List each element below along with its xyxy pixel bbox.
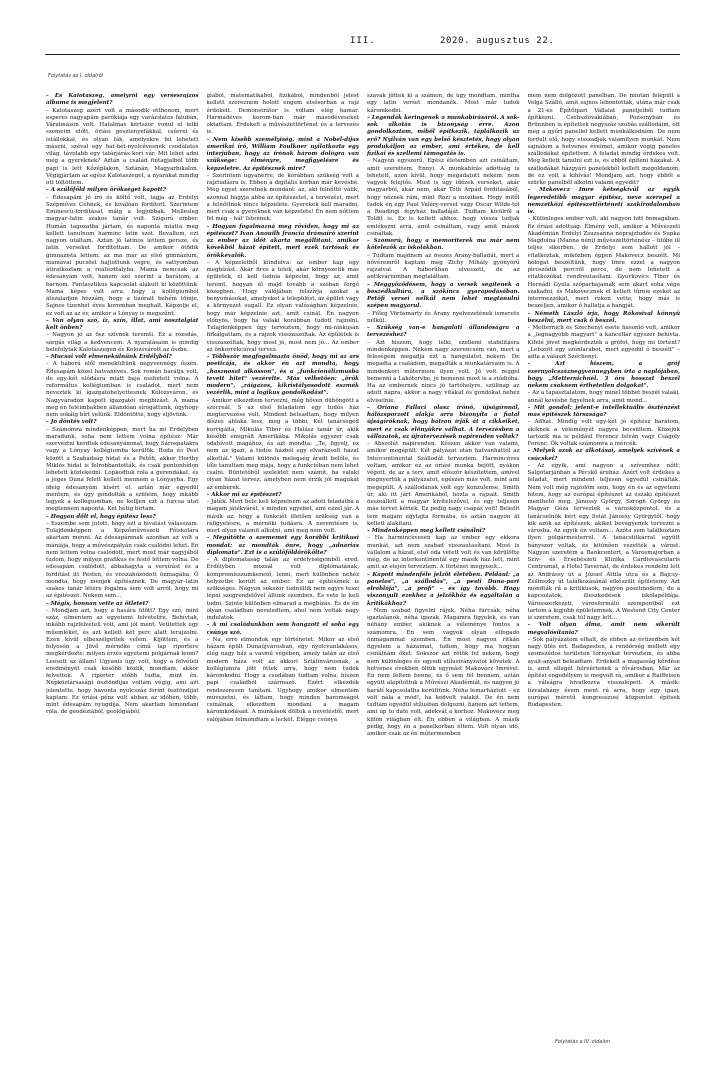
article-column-3 xyxy=(367,93,520,1033)
interview-question: – Hogyan dőlt el, hogy építész lesz? xyxy=(46,513,156,520)
interview-answer: – Eszembe sem jutott, hogy ezt a hivatást válasszam. Tulajdonképpen a Képzőművészeti Főiskolára akartam menni. Az édesapámnak azonban az volt a mániája, hogy a művészpályán csak csalódni lehet. Én nem lettem volna csalódott, mert most már nagyjából tudom, hogy milyen grafikus és festő lettem volna. De édesapám csalódott, abbahagyta a versírást és a fordítást itt Pesten, és visszahúzódott önmagába. Ő mondta, hogy menjek építésznek. De magyar–latin szakos tanár létére fogalma sem volt arról, hogy mi az építészet. Nekem sem... xyxy=(46,520,199,600)
interview-answer: – Mondjam azt, hogy a hasára ütött? Egy szó, mint száz, elmentem az egyetemi felvételire. Behívtak, inkább rajzfelvételi volt, ami jól ment. Vetítettek egy műemléket, és azt kellett két perc alatt lerajzolni. Ezen kívül elbeszélgettek velem. Kijöttem, és a folyosón a Jövő mérnöke című lap riportere megkérdezte: milyen érzés egyetemi polgárnak lenni? Leesett az állam! Ugyanis úgy volt, hogy a felvételi eredményét csak később közlik, mondtam, akkor felvettek. A riporter előbb tudta, mint én. Népköztársasági ösztöndíjas voltam végig, ami azt jelentette, hogy havonta nyolcszáz forint ösztöndíjat kaptam. Ez óriási pénz volt abban az időben, több, mint édesapám nyugdíja. Nem akartam lemondani róla, de geodéziából, geológiából, xyxy=(46,607,199,716)
interview-answer: szavak jöttek ki a számon, de úgy mondtam, mintha egy latin verset mondanék. Most már tudok káromkodni. xyxy=(367,93,520,114)
interview-question: – Oriana Fallaci olasz írónő, újságíronál, hálózsporzott alakja arra bizonyíta a fiatal újságíróknak, hogy bátran írják át a cikkeiket, mert ez csak előnyükre válhat. A tervezésben a vállozatok, az újratervezések napirenden voltak? xyxy=(367,404,520,440)
article-column-1 xyxy=(46,93,199,1033)
interview-answer: – Különleges ember volt, aki nagyon hitt önmagában. Ez óriási adottság. Élmény volt, amikor a Művészeti Akadémián Erdélyi Zsuzsanna néprajztudós és Supka Magdolna (Manna néni) művészettörténész – ütőbe ill teljes sikerben, de Erdélyi sem hallott jól – vitatkoztak, miközben éppen Makovecz beszélt. Mi hólogat beszéltünk, hogy Imre ezzel a nagyon piroszódik percről perce, de nem lehetett a vitatkozókat rendreutasítani. Gyurkovics Tibor és Hernádi Gyula szóparbajainak sem akart soha vége szakadni, és Makovecznek el kellett tűrnie ezeket az intermezzókat, mert rokon vette, hogy más is beszéljen, amikor ő hallatja a hangját. xyxy=(527,216,680,310)
interview-answer: – A diplomataság talán az erdélyiségemből ered. Erdélyben mozsál volt diplomatának, kompromisszumkereső, lenni, mert különben nehéz helyzetbe került az ember. Ez az építésznek is szükséges. Nagyon sokszor tudniillik nem egyre teszi lépni szegrendelővel állunk szemben. És vete le kell tudni. Szinte különben elmarad a megbízás. És de én olyan családban neveledtem, ahol nem voltak nagy indulatok. xyxy=(206,557,359,621)
interview-answer: – Nagyon jó az ösz szívnek teremti. Ez a rozsdás, sárgás világ a kedvencem. A nyaralásaim is mindig belefolytak Kalotaszegen és Kolozsvárott az őszbe. xyxy=(46,332,199,353)
interview-question: – Többször megfogalmazta önöd, hogy mi az ars poeticája, és akkor én azt mondta, hogy „hasznosat alkosson", és a „funkcionálizmusba tevett hitet" vezérelte. Más vélhetően: „örök modern", „ráígazos, kikristályosodott eszmék vezérlik, mint a logikus gondolkodást". xyxy=(206,354,359,397)
continued-to-note: Folytatás a IV. oldalon xyxy=(555,1039,610,1045)
interview-question: – És Kalotaszeg, amelyről egy versesrajzos albuma is megjelent? xyxy=(46,93,199,107)
interview-question: – Németh László írja, hogy Rákosival könnyű beszélni, mert csak ő beszél. xyxy=(527,310,680,324)
interview-answer: – A háború elől menekültünk negyvennégy őszén. Édesapám közel hatvanéves. Sok román barátja volt, de egy-két elődásra miatt baja esshetett volna. A református kollégiumban is családot, mert nem nevezték ki igazgatóhelyettesnek Kolozsváron, és Nagyváradon kapott igazgatói megbízást. A mama meg én feléimbakben állandóan sírogattunk, úgyhogy nem sokáig bírt velünk. Eldöntötte, hogy eljövünk. xyxy=(46,361,199,418)
interview-answer: – Szerintem ugyanerre, de korábban szükség volt a rajztudásra is. Ebben a digitális korban már kevésbé. Még egyet szeretnék mondani: az, aki felnőtté válik, azonnal hagyja abba az építészetet, a tervezést, mert a felnőttnek nincs képzelete. Gyerekek kell maradni, mert csak a gyereknek van képzelete! Én nem nőttem fel még – hál' Istennek. xyxy=(206,172,359,223)
interview-question: – Makovecz Imre kétségkívül az egyik legeredetibb magyar építész, neve szerepel a nemzetközi építészettörténeti szakirodalomban is. xyxy=(527,187,680,215)
page-number: III. xyxy=(350,36,376,46)
interview-answer: – Nagyon egyszerű. Egész életemben azt csináltam, amit szerettem. Ennyi. A munkabírás adottság is lehetett, azon kívül, hogy megadatott nekem: nem vagyok felejtős. Most is úgy idézek verseket, akár magyarból, akár nem, akár Tóth Árpád fordításából, hogy néznek rám, mint Rozi a moziban. Hogy mitől tudok én egy Paul Valéry-verset vagy Oscar Wilde-tól a Readingi fegyház balladáját. Tudtam kívülről a Toldit is. Ez is kellett ahhoz, hogy vissza tudjak emlékezni arra, amit csináltam, vagy amit mások csináltak. xyxy=(367,158,520,237)
interview-question: – Melyek azok az alkotásai, amelyek szívének a csúcskei? xyxy=(527,448,680,462)
article-column-2 xyxy=(207,93,360,1033)
interview-answer: – Ha harmincévesen kap az ember egy ekkora munkát, azt nem szabad visszautasítani. Most is vállalom a házat, első oda vetett volt és van körülötte még, de az interkontinentál egy másik ház lett, mint amit az elején terveztem. A történet megyiselt... xyxy=(367,535,520,571)
interview-question: – Jó döntés volt? xyxy=(46,419,97,426)
interview-question: – Meggyőződésem, hogy a versek segítenek a beszédkultúra, a szókincs gyarapodásában. Petőfi versei nélkül nem lehet megtanulni szépen magyarul. xyxy=(367,281,520,310)
interview-answer: – Tudtam majdnem az összes Arany-balladát, mert a nővéremről kaptam meg Zichy Mihály gyönyörű rajzaival. A háborúban elveszett, de az antikváriumban megtaláltam. xyxy=(367,252,520,281)
interview-question: – Szükség van-e hangulati állandóságra a tervezéshez? xyxy=(367,325,520,339)
interview-question: – Kapott mindenféle jelzőt életében. Például: „a panelos", „a szállodás", „a pesti Duna-part elrablója", „a profi" – és így tovább. Hogy viszonyult ezekhez a jelzőkhöz és egyáltalán a kritikákhoz? xyxy=(367,571,520,607)
article-body xyxy=(46,93,680,1033)
interview-answer: giából, matematikából, fizikából, mindenből jelest kellett szereznem holott engem elsősorban a rajz érdekelt. Demonstrátor is voltam elég hamar. Harmadéves korom-ban már másodéveseket oktattam. Érdekelt a művészettörténet és a tervezés is. xyxy=(206,93,359,136)
interview-question: – Mit gondol: jelent-e intellektuális öszténzést mas építészek társasága? xyxy=(527,404,680,418)
interview-question: – Van olyan szó, íz, szín, illat, ami nosztalgiát kelt önben? xyxy=(46,317,199,331)
interview-question: – Nem kisebb személyiség, mint a Nobel-díjas amerikai író, William Faulkner nyilatkozta egy interjúban, hogy az írónak három dologra van szüksége: élményre, megfigyelésre és képzeletre. Az építésznek mire? xyxy=(206,136,359,172)
interview-answer: – Nem szabad figyelni rájuk. Néha furcsák, néha igaztalanok, néha igazak. Magamra figyelek, és van néhány ember, akiknek a véleménye fontos a számomra. Én sem vagyok olyan elfogadó önmagammal szemben. Én most nagyon ritkán figyelem a házaimat, tudom, hogy ma hogyan csinálnám őket. Sokszor azt rötök fel nekem, hogy nem különleges és egyedi stílusirányzatot követek. A hetvenes években öltük egymást Makovecz Imrével. Én nem feltem benne, és ő sem fél bennem, aztán együtt alapítottuk a Művészi Akadémiát, és nagyon jó barátí kapcsolatba kerültünk. Néha lemarháztott – ez volt nála a mód!, ha kedvelt valakit. De én nem tudtam egyedül stílusban dolgozni, hanem azt tettem, ami up to date volt, adekvát a korhoz. Makovecz meg külön világban élt. Én ebben a világban. A másik pedig, hogy én a panelkorban éltem. Volt olyan idő, amikor csak az én műtermemben xyxy=(367,607,520,737)
interview-question: – A mi családunkban sem hangzott el soha egy csúnya szó. xyxy=(206,622,359,636)
interview-answer: – Adhat. Mindig volt egy-két jó építész barátom, akiknek a véleményét nagyra becsültem. Közéjük tartozik ma is például Ferencz István vagy Cságoly Ferenc. Ők voltak számomra a mércék. xyxy=(527,419,680,447)
interview-question: – Volt olyan álma, amit nem sikerült megvalósítania? xyxy=(527,622,680,636)
interview-answer: – Sok pályázatom elhalt, de ebben az évtizedben két nagy ütés ért. Budapesten, a rendőrség mellett egy szomszédos területen tornyokat terveztem, és abba ayait-anyait beleadtam. Érdekelt a magasság kérdése is, amit ellegét felreértenek a fővárosban. Már az építési engedélyem is megvolt rá, amikor a Raiffeisen a válságra hivatkozva visszalépett. A másik: tízvalahány évem ment rá arra, hogy egy igazi, európai méretű kongresszusi központot építsek Budapesten. xyxy=(527,636,680,708)
interview-answer: mem nem dolgozott panelban. De miután felépült a Volga Szálló, amit sajnos lebontottak, utána már csak a 21-es Építőipari Vállalat paneljeiből tudtam építkezni. Csehszlovákiában, Pozsonyban és Brünnben is építettek negyszáz szobás szállodáim, ott meg a győri panellel kellett munkálkodnom. De nem fordult elő, hogy visszadjak valamilyen munkát. Nem sajnálom a hetvenes éveimet, amikor végig paneles szállodákat építettem. A feladat mindig érdekes volt. Meg kellett tanulni ezt is, és ebből építeni házakat. A szállodákat házgyári panelekből kellett megoldanom, de ez volt a kihívás! Mondjam azt, hogy ebből a szürke panelből alkotni valami egyedit? xyxy=(527,93,680,186)
interview-question: – Szomorú, hogy a memoriterek ma már nem kötelezők az iskolákban. xyxy=(367,238,520,252)
interview-question: – Azt hiszem, a gróf ezernyolcszáznegyvennegyben írta a naplójában, hogy „Metternichnél. 3 óra hosszat beszél nekem csaknem érthetetlen dolgokat". xyxy=(527,361,680,389)
interview-answer: – Abszolút napirenden. Készen akkor van valami, amikor megépült. Két pályázat után hatvanhattól az Intercontinental Szállodát terveztem. Harmincéves voltam, amikor ez az óriási munka bejött, nyákon végott, de az a terv, amit először készítettem, amivel megnyertük a pályázatot, egészen más volt, mint ami megépült. A szállodának volt egy konzulense, Smith úr, aki itt járt Amerikából, hozta a rajzait. Smith összeállott a magyar kivitelezővel, és egy teljesen más tervet kértek. Ez pedig nagy csapás volt! Beleölt tem magam egytajta formába, és aztán nagyon át kellett alakítani. xyxy=(367,441,520,527)
interview-answer: – Kalotaszeg azért volt a második otthonom, mert esperes nagyapám parókiája egy varázslatos faluban, Váralmáson volt. Hatalmas kertszor vonul el lelki szemeim előtt, óriási gesztenyefákkal, csűrrel és istállókkal, és olyan fák, amelyekre fel lehetett mászni, széval egy hat-hét-nyolcévesnek csodálatos világ, távolabb egy tatárjárás kori vár. Mit lehet adni még a gyereknek? Aztán a család fiútagjaiból több papi is lett Kőzéplakon, Sztánán, Magyarbikalon. Végigjártam az egész Kalotaszeget, a nyarakat mindig ott töltöttem. xyxy=(46,107,199,186)
interview-question: – Mucsai volt elmenekülnünk Erdélyből? xyxy=(46,354,172,360)
interview-question: – Mindenképpen meg kellett csinálni? xyxy=(367,528,486,534)
interview-question: – Legendák keringenek a munkabírásáról. A sok-sok alkotás is bizonyság erre. Azon gondolkoztam, miből építkezik, táplálkozik az erő? Nyilván van egy belső késztetés, hogy olyan produkáljon az ember, ami értékes, de kell fizikai és szellemi támogatás is. xyxy=(367,114,520,157)
header-rule xyxy=(45,54,680,55)
interview-question: – Megütötte a szememet egy korábbi kritikusi mondat: az mondták önre, hogy „adnarias diplomata". Ezt is a szülőföldőrökölte? xyxy=(206,535,359,556)
interview-answer: – Az egyik, ami nagyon a szívemhez nőtt: Salgótarjánban a Pécskő áruház. Azért volt érdekes a feladat, mert mindent teljesen egyedül csinálták. Nem volt még rajzolóm sem, hogy én és az egyetemi hitem, hogy az európai építészet az északi építészet menthető meg. Jánossy György, Szrogh György és Magyar Géza terveztek a városközpontot, és a tanácselnök kért egy listát Jánossy Györgytől, hogy kik azok az építészek, akiket bevegyenek tervezni a városba. Az egyik én voltam... Azóta sem találkoztam ilyen polgármesterrel. A tanácstitkárral együtt hányszor voltak, és kitűnően vezették a várost. Nagyon szeretem a Bankcentert, a Városmajorban a Sziv- és Érsebészeti Klinika Cardiovascularis Centrumát, a Hotel Tavernát, de érdekes rendelni lett az Andrássy út a József Attila utca és a Bajcsy-Zsilinszky út találkozásánál elkészült épületemy. Azt mondták rá a kritikusok, nagyon posztmodern, de a kapcsolatok, illeszkedések iskolapéldája. Városszerkezeti, városformáló szempontból ezt tartom a legjobb épületemnek. A Westend City Center is szeretem, csak túl nagy lett... xyxy=(527,462,680,621)
interview-answer: – Számomra mindenképpen, mert ha mi Erdélyben maradunk, soha nem lettem volna építész. Már szerveztni kerdtek édesanyámmal, hogy Sárospatakra vagy a Lónyay kollégiumba kerülök. Buda és Pest között a Szabadság hidat és a Petőfi, akkor Horthy Miklós hidat is felrobbantották, és csak pontonhídon lehetett közlekedni. Lopkodtuk róla a gerendákat, és a jeges Duna felett kellett mennem a Lónyayba. Egy ideig édesanyám kísért el, aztán már egyedül mentem, és úgy gondolták a szüleim, hogy inkább legyek a kollégiumban, ne kelljen ezt a furcsa utat megtennem naponta. Két hétig bírtam. xyxy=(46,426,199,513)
interview-answer: – Amikor elkezdtem tervezni, még bőven dühöngött a szocreál. S az első feladatom egy tudós ház megtervezése volt. Mindent beleadtam, hogy milyen díszes ablaka lesz, meg a többi. Két tanársegéd korrigálta, Mikulás Tibor és Halász tanár úr, akik később emigrált Amerikába. Mikolás egyszer csak odahívott magához, és azt mondta: „Te, figyelj, ez nem az igazi, a tudós házból egy elvarázsolt házat alkottál." Valami különös melegség áradt belőle, és tőle tanultam meg mája, hogy a funkcióban nem lehet csalni. Büntetőből szelektét nem számít, ha valaki olyan házat tervez, amelyben nem érzik jól magukat az emberek. xyxy=(206,397,359,491)
interview-answer: – Azt hiszem, hogy lelki, szellemi stabilitásra mindenképpen. Nekem nagy szerencsém van, mert a feleségem megadja ezt a hangulatot nekem. De megadta a családom, megadták a munkatársaim is. A mindenkori műtermem ilyen volt. Jó volt reggel bemenni a Lakótervbe, jó bemenni most is a stúdióba. Ha az embernek nincs jó tartóhelyre, szülinap az adott napra, akkor a nagy vitákat és gondokat nehéz elviselnie. xyxy=(367,339,520,404)
interview-answer: – Édesapám jó író és költő volt, tagja az Erdélyi Szépmíves Céhnek, és kiválóan fordított. Szerintem Eminescu-fordítását máig a legjobbak. Mellesleg magyar–latin szakos tanár volt. Szigorú ember. Humán tagozatba jártam, és naponta miatta meg kellett tanulnom harminc latin szót. Bevallom, ezt nagyon utáltam. Aztán jó latinos lettem persze, és latin verseket fordítottam. De amikor ötödik gimnazista lettem, az ma már az első gimnázium, mamával pucsöst hajtottunk végre, és sattyomban átiratkoztam a reáliszttályba. Mama nemcsak az édesanyám volt, hanem szó szerint a barátom, a barnom. Fantasztikus kapcsolat alakult ki közöttünk. Mama képes volt arra, hogy a kollégiumból átszaladjon hozzám, hogy a tízórait behém tömje. Sajnos tízenhét éves koromban meghalt. Képzelje el, ez volt az az év, amikor a Lónyay is megszűnt. xyxy=(46,194,199,317)
interview-answer: – Metternich és Széchenyi esete hasonló volt, amikor a „legnagyobb magyart" a kancellár egyszer behívta. Kifelé jövet megkérdezték a grófot, hogy mi történt? „Lelszott egy szónlarabot, mert egyedül ő beszélt" – adta a választ Széchenyi. xyxy=(527,325,680,360)
interview-question: – A szülőföld milyen örökséget kapott? xyxy=(46,187,166,194)
continued-from-note: Folytatás az I. oldalról xyxy=(48,73,104,79)
interview-answer: – Az a tapasztalatom, hogy minél többet beszél valaki, annál kevésbé figyelnek arra, amit mond... xyxy=(527,390,680,404)
interview-answer: – Főleg Vörösmarty és Arany nyelvezetének ismerete nélkül. xyxy=(367,310,520,324)
interview-question: – Hogyan fogalmazná meg röviden, hogy mi az építészet? Ivan Anouilh francia drámaíró szerint az ember az időt akarta megállítani, amikor kövekből házat épített, mert ezek tartósak és örökkévalók. xyxy=(206,223,359,259)
interview-question: – Mégis, honnan vette az ötletet? xyxy=(46,600,149,607)
issue-date: 2020. augusztus 22. xyxy=(440,36,555,46)
interview-question: – Akkor mi az építészet? xyxy=(206,491,282,498)
page-header xyxy=(0,36,720,50)
interview-answer: – A képzeletből kiindulva: az ember kap egy megbízást. Akár fires a telek, akár környezetik más épületek, el kell tudnia képzelni, hogy az, amit teremt, hogyan él majd tovább a szóban forgó közegben. Hogy valójában felszívja azokat a benyomásokat, amelyeket a települést, az épület vagy a környezet sugall. Ez olyan valóságban képzelnie, hogy már képzelnie azt, amit csinál. Én nagyon előnyös, hogy ha valaki korábban tudott rajzolni. Tulajdonképpen úgy terveztem, hogy mi-niákusan firkálgattam, és a rajzok visszaszóltak. Az épületek is visszaszóltak, hogy most jó, most nem jó... Az ember az önkorrekcióval tervez. xyxy=(206,259,359,353)
article-column-4 xyxy=(528,93,681,1033)
interview-answer: – Játék. Mert bele kell képzelnem az adott feladatba a magam játékvárát, s minden egyebet, ami ezzel jár. A másik az, hogy a funkciót illetően szükség van a ráfigyelésre, a mérnöki tudásra. A neremtésre is, mert olyan valamit alkotni, ami meg nem volt. xyxy=(206,499,359,534)
interview-answer: – Na, erre elmondok egy történetet. Mikor az első házam épült Dunaújvárosban, egy nyolcvanlakásos, elég nagy ház a vasmű végében, amely talán az első modern háza volt az akkori Sztálinvárosnak, a kollégiumra jött öttek arra, hogy nem tudok káromkodni. Hogy a csudában tudtam volna, hiszen papi családból származó. Ezért elkezdék rendszeresen tanítani. Ugyhogy amikor elmentem múvezetni, és láttam, hogy minden baromságot csinálnak, elkezdtem mondani a magam káromkodásait. A munkások döltek a nevetéstől, mert valójában felmondtam a leckét. Elégge csúnya xyxy=(206,636,359,723)
